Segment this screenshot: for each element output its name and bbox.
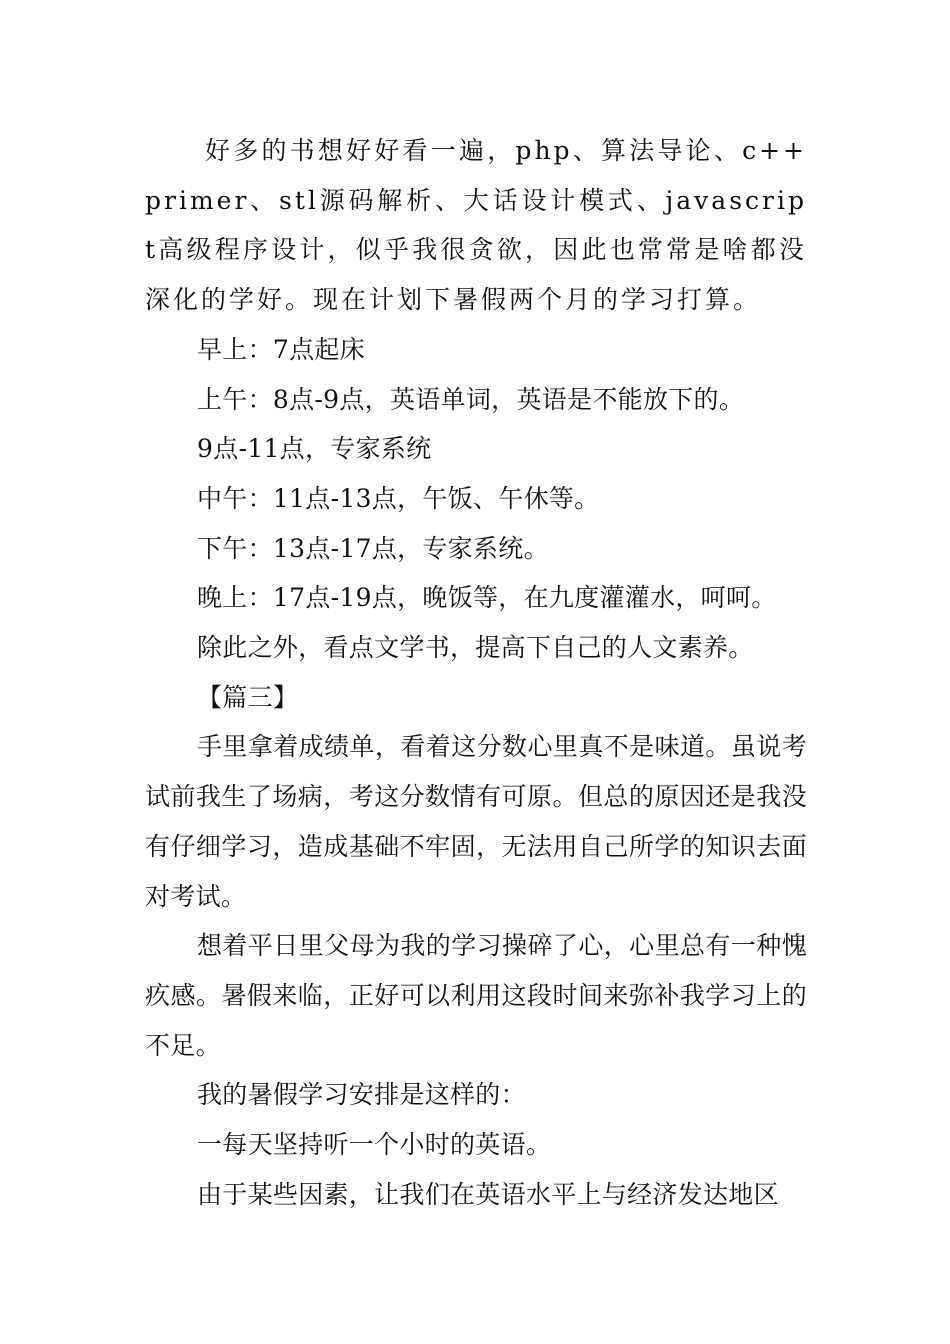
paragraph-afternoon: 下午：13点-17点，专家系统。 bbox=[197, 533, 549, 563]
paragraph-english-gap: 由于某些因素，让我们在英语水平上与经济发达地区 bbox=[197, 1179, 779, 1209]
paragraph-reading-list: 好多的书想好好看一遍，php、算法导论、c++primer、stl源码解析、大话设计模式、javascript高级程序设计，似乎我很贪欲，因此也常常是啥都没深化的学好。现在计划下暑假两个月的学习打算。 bbox=[145, 136, 807, 315]
paragraph-report-card: 手里拿着成绩单，看着这分数心里真不是味道。虽说考试前我生了场病，考这分数情有可原。但总的原因还是我没有仔细学习，造成基础不牢固，无法用自己所学的知识去面对考试。 bbox=[145, 732, 807, 911]
section-heading: 【篇三】 bbox=[197, 682, 299, 712]
paragraph-morning: 早上：7点起床 bbox=[197, 334, 366, 364]
paragraph-english-practice: 一每天坚持听一个小时的英语。 bbox=[197, 1130, 552, 1160]
paragraph-parents: 想着平日里父母为我的学习操碎了心，心里总有一种愧疚感。暑假来临，正好可以利用这段时间来弥补我学习上的不足。 bbox=[145, 931, 807, 1060]
paragraph-evening: 晚上：17点-19点，晚饭等，在九度灌灌水，呵呵。 bbox=[197, 583, 777, 613]
paragraph-expert-system: 9点-11点，专家系统 bbox=[197, 434, 432, 464]
paragraph-noon: 中午：11点-13点，午饭、午休等。 bbox=[197, 483, 600, 513]
paragraph-forenoon: 上午：8点-9点，英语单词，英语是不能放下的。 bbox=[197, 384, 745, 414]
paragraph-literature: 除此之外，看点文学书，提高下自己的人文素养。 bbox=[197, 633, 754, 663]
paragraph-plan-intro: 我的暑假学习安排是这样的： bbox=[197, 1080, 526, 1110]
document-body bbox=[145, 126, 807, 1219]
